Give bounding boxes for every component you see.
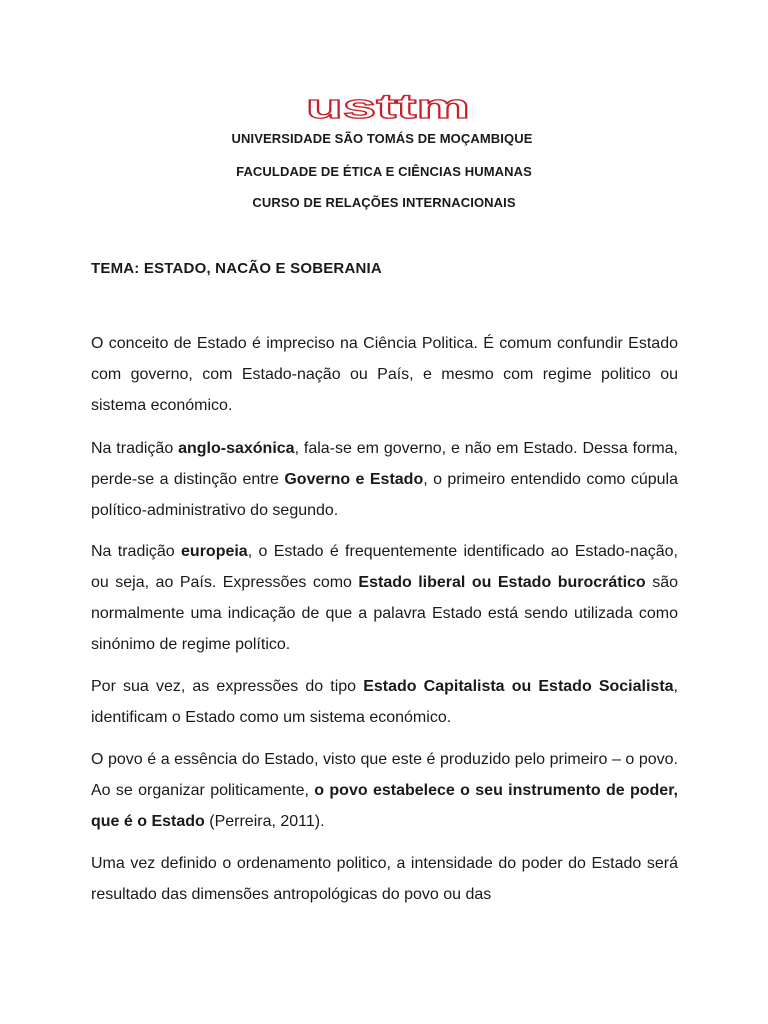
bold-term: Governo e Estado bbox=[284, 471, 424, 488]
paragraph-text: são normalmente uma indicação de que a palavra Estado está sendo utilizada como sinónimo de regime político. bbox=[91, 574, 678, 653]
paragraph-2 bbox=[91, 433, 678, 526]
paragraph-text: , fala-se em governo, e não em Estado. Dessa forma, perde-se a distinção entre bbox=[91, 440, 679, 488]
paragraph-4 bbox=[91, 671, 678, 733]
bold-term: europeia bbox=[181, 543, 248, 560]
paragraph-text: O povo é a essência do Estado, visto que este é produzido pelo primeiro – o povo. Ao se organizar politicamente, bbox=[91, 751, 678, 799]
paragraph-text: Uma vez definido o ordenamento politico, a intensidade do poder do Estado será resultado das dimensões antropológicas do povo ou das bbox=[91, 855, 678, 903]
paragraph-text: Por sua vez, as expressões do tipo bbox=[91, 678, 364, 695]
paragraph-5 bbox=[91, 744, 678, 837]
course-name: CURSO DE RELAÇÕES INTERNACIONAIS bbox=[252, 195, 516, 210]
usttm-logo-icon bbox=[303, 94, 473, 122]
paragraph-3 bbox=[91, 536, 678, 660]
paragraph-text: , o Estado é frequentemente identificado ao Estado-nação, ou seja, ao País. Expressões como bbox=[91, 543, 678, 591]
bold-term: anglo-saxónica bbox=[178, 440, 295, 457]
paragraph-text: , identificam o Estado como um sistema económico. bbox=[91, 678, 678, 726]
paragraph-text: O conceito de Estado é impreciso na Ciência Politica. É comum confundir Estado com governo, com Estado-nação ou País, e mesmo com regime politico ou sistema económico. bbox=[91, 335, 678, 414]
paragraph-6 bbox=[91, 848, 678, 910]
bold-term: o povo estabelece o seu instrumento de poder, que é o Estado bbox=[91, 782, 678, 830]
paragraph-text: (Perreira, 2011). bbox=[204, 813, 325, 830]
paragraph-text: , o primeiro entendido como cúpula político-administrativo do segundo. bbox=[91, 471, 679, 519]
faculty-name: FACULDADE DE ÉTICA E CIÊNCIAS HUMANAS bbox=[236, 164, 532, 179]
logo-text: usttm bbox=[306, 94, 470, 122]
paragraph-1 bbox=[91, 328, 678, 421]
bold-term: Estado Capitalista ou Estado Socialista bbox=[363, 678, 674, 695]
bold-term: Estado liberal ou Estado burocrático bbox=[358, 574, 646, 591]
university-name: UNIVERSIDADE SÃO TOMÁS DE MOÇAMBIQUE bbox=[231, 131, 533, 146]
paragraph-text: Na tradição bbox=[91, 543, 182, 560]
university-logo bbox=[303, 94, 473, 122]
paragraph-text: Na tradição bbox=[91, 440, 179, 457]
document-title: TEMA: ESTADO, NACÃO E SOBERANIA bbox=[91, 260, 382, 277]
